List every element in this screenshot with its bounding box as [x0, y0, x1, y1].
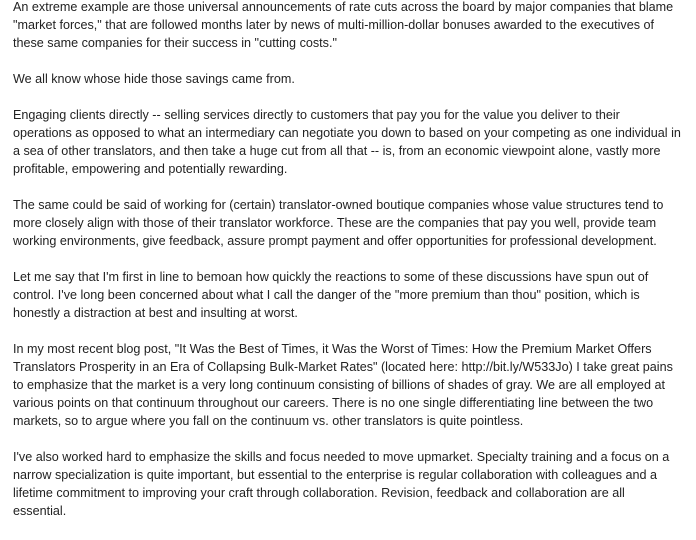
paragraph-move-upmarket: I've also worked hard to emphasize the skills and focus needed to move upmarket. Specialty training and a focus on a narrow specialization is quite important, but essential to the enterprise is regular collaboration with colleagues and a lifetime commitment to improving your craft through collaboration. Revision, feedback and collaboration are all essential. — [13, 450, 670, 518]
paragraph-first-in-line: Let me say that I'm first in line to bemoan how quickly the reactions to some of these discussions have spun out of control. I've long been concerned about what I call the danger of the "more premium than thou" position, which is honestly a distraction at best and insulting at worst. — [13, 270, 649, 320]
paragraph-recent-blog-post: In my most recent blog post, "It Was the Best of Times, it Was the Worst of Times: How the Premium Market Offers Translators Prosperity in an Era of Collapsing Bulk-Market Rates" (located here: http://bit.ly/W533Jo) I take great pains to emphasize that the market is a very long continuum consisting of billions of shades of gray. We are all employed at various points on that continuum throughout our careers. There is no one single differentiating line between the two markets, so to argue where you fall on the continuum vs. other translators is quite pointless. — [13, 342, 673, 428]
paragraph-boutique-companies: The same could be said of working for (certain) translator-owned boutique companies whose value structures tend to more closely align with those of their translator workforce. These are the companies that pay you well, provide team working environments, give feedback, assure prompt payment and offer opportunities for professional development. — [13, 198, 664, 248]
paragraph-rate-cuts: An extreme example are those universal announcements of rate cuts across the board by major companies that blame "market forces," that are followed months later by news of multi-million-dollar bonuses awarded to the executives of these same companies for their success in "cutting costs." — [13, 0, 674, 50]
paragraph-whose-hide: We all know whose hide those savings came from. — [13, 72, 295, 86]
paragraph-engaging-clients: Engaging clients directly -- selling services directly to customers that pay you for the value you deliver to their operations as opposed to what an intermediary can negotiate you down to based on your competing as one individual in a sea of other translators, and then take a huge cut from all that -- is, from an economic viewpoint alone, vastly more profitable, empowering and potentially rewarding. — [13, 108, 681, 176]
post-body — [13, 0, 681, 538]
